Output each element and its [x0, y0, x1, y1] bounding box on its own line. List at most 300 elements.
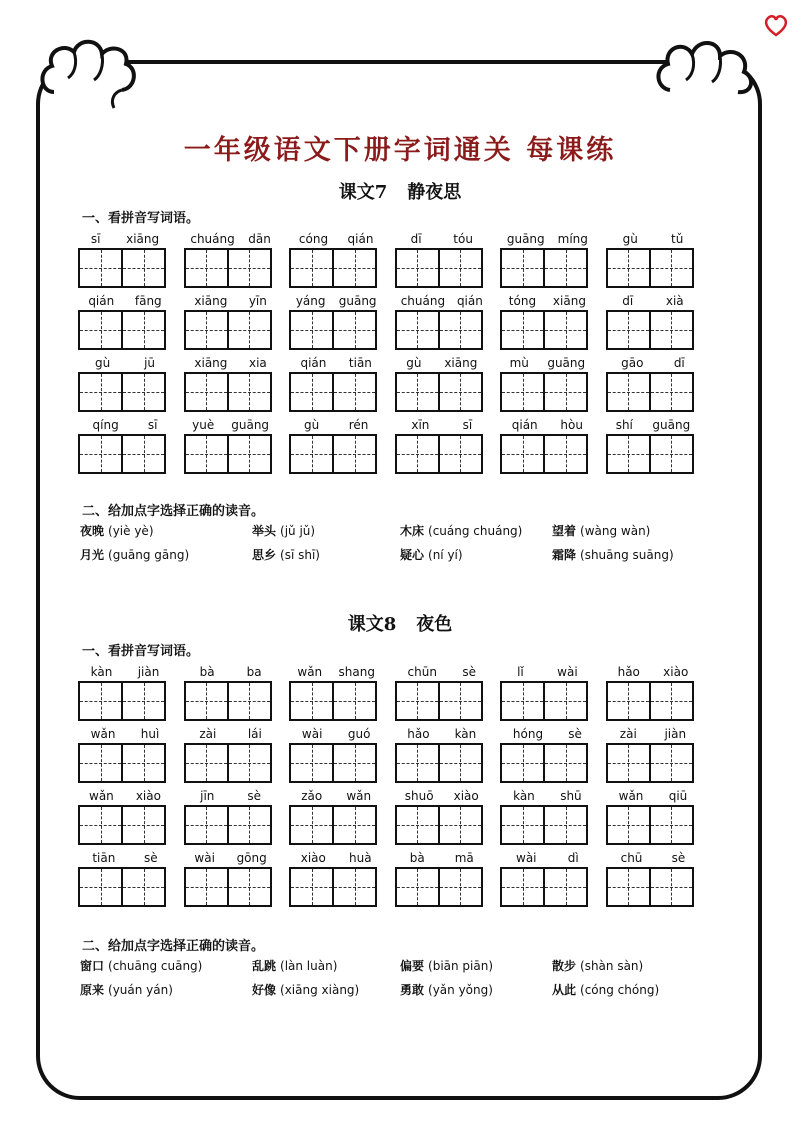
tianzige-writing-box[interactable] [606, 248, 651, 288]
tianzige-writing-box[interactable] [229, 867, 272, 907]
word-item [500, 661, 594, 723]
lesson1-title [0, 178, 800, 204]
pronunciation-word: 窗口 [80, 959, 105, 973]
tianzige-writing-box[interactable] [545, 310, 588, 350]
lesson1-pronunciation-list [80, 522, 720, 570]
pinyin-syllable: wǎn [89, 789, 114, 803]
pronunciation-word: 月光 [80, 548, 105, 562]
tianzige-writing-box[interactable] [289, 867, 334, 907]
word-item [78, 723, 172, 785]
tianzige-writing-box[interactable] [440, 310, 483, 350]
pronunciation-item [552, 957, 643, 974]
tianzige-writing-box[interactable] [606, 867, 651, 907]
word-item [289, 723, 383, 785]
tianzige-writing-box[interactable] [606, 681, 651, 721]
pronunciation-options[interactable]: (guāng gāng) [108, 548, 190, 562]
pronunciation-item [80, 522, 154, 539]
tianzige-writing-box[interactable] [334, 805, 377, 845]
tianzige-writing-box[interactable] [395, 248, 440, 288]
tianzige-writing-box[interactable] [395, 372, 440, 412]
pronunciation-item [552, 522, 650, 539]
pinyin-label [78, 352, 172, 370]
pinyin-syllable: xià [665, 294, 684, 308]
pronunciation-options[interactable]: (shuāng suāng) [580, 548, 674, 562]
tianzige-writing-box[interactable] [289, 434, 334, 474]
pronunciation-options[interactable]: (biān piān) [428, 959, 494, 973]
pronunciation-item [400, 522, 522, 539]
pronunciation-word: 霜降 [552, 548, 577, 562]
lesson1-section2-heading: 二、给加点字选择正确的读音。 [82, 504, 265, 519]
pinyin-label [289, 723, 383, 741]
pronunciation-options[interactable]: (cóng chóng) [580, 983, 660, 997]
pinyin-syllable: zǎo [301, 789, 323, 803]
pronunciation-word: 原来 [80, 983, 105, 997]
grid-row [78, 228, 700, 290]
pinyin-syllable: kàn [454, 727, 477, 741]
tianzige-writing-box[interactable] [184, 867, 229, 907]
pinyin-label [78, 847, 172, 865]
tianzige-writing-box[interactable] [545, 248, 588, 288]
pinyin-syllable: qián [456, 294, 483, 308]
tianzige-writing-box[interactable] [651, 248, 694, 288]
word-item [500, 290, 594, 352]
pinyin-syllable: wài [194, 851, 215, 865]
tianzige-writing-box[interactable] [229, 310, 272, 350]
pinyin-syllable: xiāng [552, 294, 586, 308]
word-item [78, 661, 172, 723]
grid-row [78, 352, 700, 414]
lesson2-pinyin-grid [78, 661, 700, 909]
tianzige-writing-box[interactable] [440, 681, 483, 721]
word-item [78, 847, 172, 909]
word-item [289, 414, 383, 476]
tianzige-writing-box[interactable] [78, 867, 123, 907]
tianzige-writing-box[interactable] [184, 805, 229, 845]
pinyin-syllable: hóng [512, 727, 544, 741]
pinyin-syllable: tóng [508, 294, 537, 308]
pronunciation-item [252, 981, 359, 998]
tianzige-writing-box[interactable] [334, 310, 377, 350]
pinyin-label [289, 847, 383, 865]
pinyin-syllable: gù [303, 418, 320, 432]
tianzige-writing-box[interactable] [289, 372, 334, 412]
tianzige-writing-box[interactable] [500, 681, 545, 721]
pinyin-syllable: xiào [300, 851, 326, 865]
pronunciation-row [80, 546, 720, 570]
tianzige-writing-box[interactable] [123, 372, 166, 412]
pinyin-syllable: chū [620, 851, 643, 865]
tianzige-writing-box[interactable] [123, 434, 166, 474]
word-item [78, 414, 172, 476]
tianzige-writing-box[interactable] [184, 681, 229, 721]
tianzige-writing-box[interactable] [545, 867, 588, 907]
tianzige-writing-box[interactable] [545, 434, 588, 474]
pinyin-syllable: jū [144, 356, 156, 370]
pronunciation-item [552, 546, 674, 563]
pinyin-syllable: qián [347, 232, 374, 246]
tianzige-writing-box[interactable] [606, 434, 651, 474]
tianzige-writing-box[interactable] [229, 743, 272, 783]
pinyin-syllable: chuáng [400, 294, 446, 308]
word-item [606, 785, 700, 847]
tianzige-writing-box[interactable] [334, 434, 377, 474]
word-item [395, 352, 489, 414]
tianzige-writing-box[interactable] [229, 681, 272, 721]
word-item [395, 723, 489, 785]
pronunciation-options[interactable]: (cuáng chuáng) [428, 524, 523, 538]
pinyin-label [606, 785, 700, 803]
word-item [500, 785, 594, 847]
word-item [606, 847, 700, 909]
grid-row [78, 723, 700, 785]
pinyin-label [500, 661, 594, 679]
pinyin-syllable: yuè [192, 418, 215, 432]
pinyin-syllable: sè [462, 665, 477, 679]
tianzige-writing-box[interactable] [395, 681, 440, 721]
pronunciation-word: 乱跳 [252, 959, 277, 973]
tianzige-writing-box[interactable] [606, 372, 651, 412]
pinyin-syllable: mā [454, 851, 474, 865]
pinyin-label [395, 661, 489, 679]
pinyin-syllable: yáng [295, 294, 326, 308]
tianzige-writing-box[interactable] [78, 681, 123, 721]
tianzige-writing-box[interactable] [651, 867, 694, 907]
pinyin-syllable: lǐ [517, 665, 524, 679]
pinyin-syllable: huì [140, 727, 160, 741]
tianzige-writing-box[interactable] [651, 743, 694, 783]
pinyin-syllable: xiāng [126, 232, 160, 246]
word-item [289, 785, 383, 847]
pinyin-syllable: wǎn [297, 665, 323, 679]
grid-row [78, 290, 700, 352]
tianzige-writing-box[interactable] [500, 805, 545, 845]
lesson1-name: 静夜思 [407, 182, 462, 203]
pinyin-label [500, 785, 594, 803]
tianzige-writing-box[interactable] [78, 372, 123, 412]
pinyin-label [606, 661, 700, 679]
grid-row [78, 414, 700, 476]
tianzige-writing-box[interactable] [229, 372, 272, 412]
tianzige-writing-box[interactable] [545, 372, 588, 412]
pronunciation-options[interactable]: (ní yí) [428, 548, 463, 562]
tianzige-writing-box[interactable] [606, 743, 651, 783]
tianzige-writing-box[interactable] [123, 681, 166, 721]
pinyin-label [78, 723, 172, 741]
tianzige-writing-box[interactable] [440, 867, 483, 907]
pinyin-label [78, 290, 172, 308]
pinyin-syllable: sè [568, 727, 582, 741]
word-item [289, 228, 383, 290]
tianzige-writing-box[interactable] [184, 310, 229, 350]
pinyin-syllable: qián [511, 418, 538, 432]
tianzige-writing-box[interactable] [395, 867, 440, 907]
pronunciation-word: 木床 [400, 524, 425, 538]
pinyin-label [500, 847, 594, 865]
tianzige-writing-box[interactable] [334, 743, 377, 783]
pinyin-label [606, 414, 700, 432]
tianzige-writing-box[interactable] [334, 372, 377, 412]
pinyin-syllable: dī [673, 356, 685, 370]
pinyin-syllable: míng [557, 232, 588, 246]
pronunciation-options[interactable]: (xiāng xiàng) [280, 983, 360, 997]
pronunciation-row [80, 522, 720, 546]
tianzige-writing-box[interactable] [651, 681, 694, 721]
pinyin-label [184, 723, 278, 741]
pinyin-syllable: sè [144, 851, 158, 865]
tianzige-writing-box[interactable] [334, 248, 377, 288]
word-item [500, 228, 594, 290]
pinyin-syllable: yīn [248, 294, 267, 308]
pinyin-syllable: tiān [92, 851, 116, 865]
pinyin-label [289, 290, 383, 308]
pronunciation-word: 好像 [252, 983, 277, 997]
scroll-left-corner-icon [34, 30, 154, 110]
pinyin-syllable: bà [409, 851, 425, 865]
word-item [500, 414, 594, 476]
tianzige-writing-box[interactable] [123, 867, 166, 907]
pronunciation-options[interactable]: (shàn sàn) [580, 959, 644, 973]
pinyin-label [184, 847, 278, 865]
lesson1-section1-heading: 一、看拼音写词语。 [82, 211, 200, 226]
word-item [395, 661, 489, 723]
tianzige-writing-box[interactable] [395, 805, 440, 845]
lesson2-title [0, 610, 800, 636]
pinyin-syllable: xiào [453, 789, 479, 803]
pinyin-syllable: hǎo [407, 727, 430, 741]
pinyin-label [78, 661, 172, 679]
lesson1-label: 课文7 [338, 182, 388, 203]
pinyin-label [184, 290, 278, 308]
word-item [184, 352, 278, 414]
pinyin-label [500, 290, 594, 308]
pinyin-label [606, 352, 700, 370]
pinyin-syllable: sè [671, 851, 686, 865]
tianzige-writing-box[interactable] [334, 867, 377, 907]
tianzige-writing-box[interactable] [123, 310, 166, 350]
pinyin-syllable: xiāng [194, 356, 228, 370]
pronunciation-item [400, 546, 463, 563]
tianzige-writing-box[interactable] [651, 372, 694, 412]
tianzige-writing-box[interactable] [78, 434, 123, 474]
pinyin-syllable: ba [246, 665, 262, 679]
tianzige-writing-box[interactable] [545, 743, 588, 783]
tianzige-writing-box[interactable] [123, 248, 166, 288]
word-item [395, 228, 489, 290]
pronunciation-item [400, 957, 493, 974]
pinyin-syllable: lái [247, 727, 262, 741]
lesson2-section1-heading: 一、看拼音写词语。 [82, 644, 200, 659]
pinyin-label [184, 414, 278, 432]
tianzige-writing-box[interactable] [289, 248, 334, 288]
pinyin-syllable: kàn [513, 789, 535, 803]
word-item [184, 290, 278, 352]
pinyin-label [289, 352, 383, 370]
pinyin-syllable: wǎn [618, 789, 644, 803]
pronunciation-options[interactable]: (yiè yè) [108, 524, 154, 538]
pronunciation-options[interactable]: (jǔ jǔ) [280, 524, 316, 538]
word-item [78, 228, 172, 290]
pinyin-syllable: jiàn [137, 665, 160, 679]
pronunciation-options[interactable]: (chuāng cuāng) [108, 959, 203, 973]
tianzige-writing-box[interactable] [184, 248, 229, 288]
pinyin-label [606, 290, 700, 308]
pronunciation-item [252, 546, 320, 563]
word-item [606, 661, 700, 723]
pinyin-syllable: zài [199, 727, 217, 741]
pronunciation-options[interactable]: (làn luàn) [280, 959, 338, 973]
pinyin-syllable: xiāng [194, 294, 228, 308]
pinyin-syllable: rén [348, 418, 369, 432]
tianzige-writing-box[interactable] [500, 434, 545, 474]
tianzige-writing-box[interactable] [123, 743, 166, 783]
pinyin-label [184, 228, 278, 246]
pronunciation-options[interactable]: (yuán yán) [108, 983, 173, 997]
pinyin-syllable: guāng [547, 356, 586, 370]
tianzige-writing-box[interactable] [184, 434, 229, 474]
word-item [500, 847, 594, 909]
word-item [184, 723, 278, 785]
pinyin-syllable: bà [199, 665, 215, 679]
pinyin-label [289, 785, 383, 803]
tianzige-writing-box[interactable] [500, 310, 545, 350]
pinyin-syllable: chūn [407, 665, 437, 679]
pinyin-syllable: gù [622, 232, 638, 246]
tianzige-writing-box[interactable] [184, 372, 229, 412]
word-item [606, 228, 700, 290]
word-item [289, 290, 383, 352]
tianzige-writing-box[interactable] [184, 743, 229, 783]
word-item [78, 352, 172, 414]
tianzige-writing-box[interactable] [289, 310, 334, 350]
pinyin-syllable: guāng [506, 232, 545, 246]
pinyin-label [500, 723, 594, 741]
tianzige-writing-box[interactable] [545, 805, 588, 845]
tianzige-writing-box[interactable] [229, 805, 272, 845]
tianzige-writing-box[interactable] [78, 743, 123, 783]
tianzige-writing-box[interactable] [545, 681, 588, 721]
tianzige-writing-box[interactable] [606, 805, 651, 845]
word-item [78, 785, 172, 847]
tianzige-writing-box[interactable] [440, 434, 483, 474]
pinyin-syllable: hòu [560, 418, 583, 432]
word-item [606, 352, 700, 414]
tianzige-writing-box[interactable] [440, 805, 483, 845]
word-item [184, 228, 278, 290]
pinyin-label [395, 290, 489, 308]
pinyin-syllable: guāng [338, 294, 377, 308]
tianzige-writing-box[interactable] [395, 743, 440, 783]
pinyin-syllable: sè [247, 789, 262, 803]
tianzige-writing-box[interactable] [395, 310, 440, 350]
pronunciation-word: 望着 [552, 524, 577, 538]
word-item [500, 352, 594, 414]
word-item [500, 723, 594, 785]
pinyin-syllable: shū [560, 789, 582, 803]
tianzige-writing-box[interactable] [500, 867, 545, 907]
tianzige-writing-box[interactable] [78, 805, 123, 845]
tianzige-writing-box[interactable] [606, 310, 651, 350]
pinyin-syllable: guāng [652, 418, 691, 432]
tianzige-writing-box[interactable] [395, 434, 440, 474]
tianzige-writing-box[interactable] [78, 310, 123, 350]
pronunciation-options[interactable]: (wàng wàn) [580, 524, 651, 538]
tianzige-writing-box[interactable] [289, 805, 334, 845]
word-item [289, 847, 383, 909]
tianzige-writing-box[interactable] [440, 743, 483, 783]
pinyin-syllable: shuō [404, 789, 434, 803]
pronunciation-options[interactable]: (yǎn yǒng) [428, 983, 493, 997]
tianzige-writing-box[interactable] [440, 372, 483, 412]
word-item [184, 847, 278, 909]
tianzige-writing-box[interactable] [440, 248, 483, 288]
pinyin-syllable: guāng [231, 418, 270, 432]
pinyin-syllable: hǎo [617, 665, 640, 679]
tianzige-writing-box[interactable] [334, 681, 377, 721]
grid-row [78, 661, 700, 723]
pinyin-label [184, 352, 278, 370]
tianzige-writing-box[interactable] [500, 248, 545, 288]
tianzige-writing-box[interactable] [229, 434, 272, 474]
heart-icon [762, 12, 790, 38]
pinyin-label [395, 414, 489, 432]
pronunciation-word: 偏要 [400, 959, 425, 973]
pinyin-syllable: wài [301, 727, 323, 741]
tianzige-writing-box[interactable] [78, 248, 123, 288]
pinyin-syllable: qián [88, 294, 115, 308]
tianzige-writing-box[interactable] [500, 743, 545, 783]
pinyin-syllable: mù [509, 356, 529, 370]
pinyin-syllable: qíng [92, 418, 119, 432]
pronunciation-item [252, 522, 315, 539]
pinyin-label [289, 661, 383, 679]
tianzige-writing-box[interactable] [229, 248, 272, 288]
pinyin-label [606, 228, 700, 246]
tianzige-writing-box[interactable] [651, 434, 694, 474]
pronunciation-options[interactable]: (sī shī) [280, 548, 320, 562]
pinyin-syllable: wài [557, 665, 578, 679]
pinyin-label [395, 723, 489, 741]
pinyin-syllable: dī [622, 294, 634, 308]
pinyin-label [606, 723, 700, 741]
pinyin-syllable: dì [567, 851, 579, 865]
pronunciation-word: 从此 [552, 983, 577, 997]
pinyin-syllable: gōng [236, 851, 267, 865]
pinyin-syllable: wǎn [346, 789, 372, 803]
pronunciation-row [80, 957, 720, 981]
tianzige-writing-box[interactable] [289, 681, 334, 721]
pinyin-syllable: wài [516, 851, 537, 865]
pinyin-syllable: xīn [411, 418, 430, 432]
pronunciation-word: 夜晚 [80, 524, 105, 538]
pinyin-label [500, 228, 594, 246]
pinyin-label [78, 785, 172, 803]
pinyin-syllable: wǎn [90, 727, 116, 741]
pinyin-syllable: xiào [135, 789, 161, 803]
tianzige-writing-box[interactable] [123, 805, 166, 845]
word-item [184, 661, 278, 723]
pinyin-syllable: gù [94, 356, 111, 370]
pinyin-syllable: jīn [200, 789, 215, 803]
word-item [289, 352, 383, 414]
pinyin-label [289, 228, 383, 246]
pinyin-syllable: guó [347, 727, 371, 741]
tianzige-writing-box[interactable] [500, 372, 545, 412]
pinyin-label [395, 785, 489, 803]
tianzige-writing-box[interactable] [651, 310, 694, 350]
tianzige-writing-box[interactable] [651, 805, 694, 845]
tianzige-writing-box[interactable] [289, 743, 334, 783]
pronunciation-word: 疑心 [400, 548, 425, 562]
